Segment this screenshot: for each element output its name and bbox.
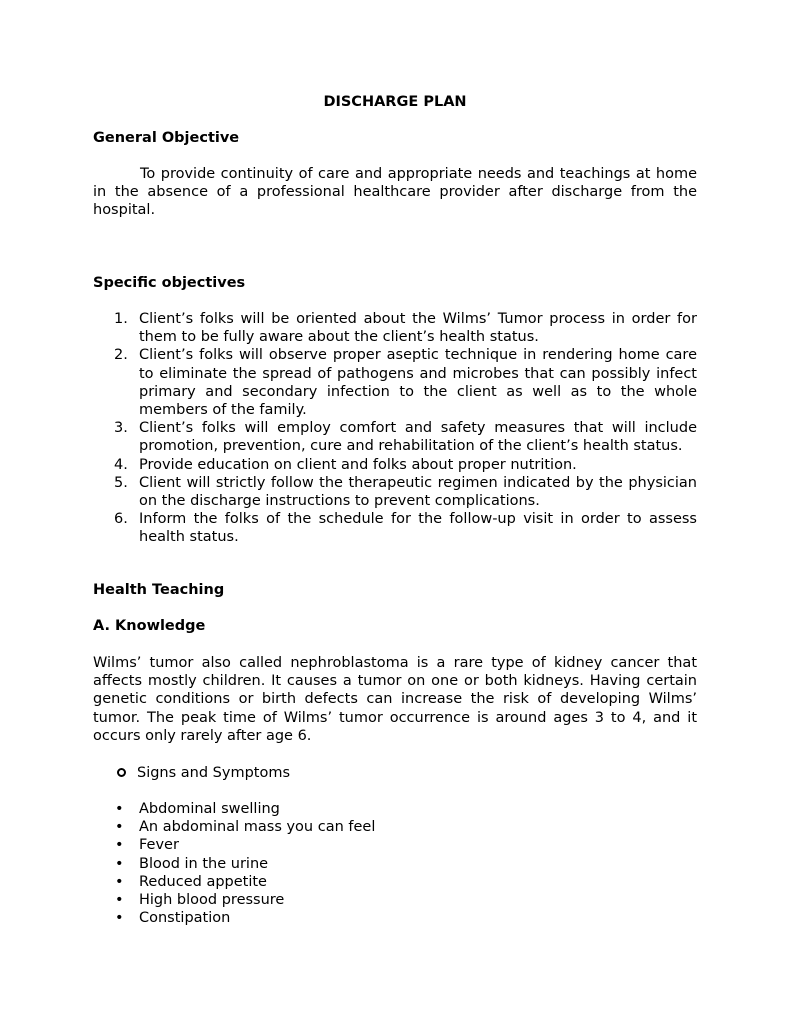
bullet-icon: • <box>115 910 124 927</box>
symptom-text: Constipation <box>139 910 231 927</box>
document-title: DISCHARGE PLAN <box>323 94 467 110</box>
list-item-text: Inform the folks of the schedule for the follow-up visit in order to assess health status. <box>139 511 697 546</box>
health-teaching-heading: Health Teaching <box>93 582 225 598</box>
list-item-text: Client will strictly follow the therapeutic regimen indicated by the physician on the discharge instructions to prevent complications. <box>139 474 697 510</box>
specific-objectives-list <box>93 310 697 547</box>
bullet-icon: • <box>115 819 124 836</box>
bullet-icon: • <box>115 837 124 854</box>
list-item <box>93 909 697 927</box>
list-item-text: Provide education on client and folks about proper nutrition. <box>139 456 577 473</box>
bullet-icon: • <box>115 855 124 872</box>
bullet-icon: • <box>115 801 124 817</box>
general-objective-heading: General Objective <box>93 130 240 146</box>
list-item <box>93 818 697 836</box>
symptom-text: Reduced appetite <box>139 873 267 890</box>
symptoms-list <box>93 800 697 927</box>
list-number: 3. <box>114 420 128 437</box>
specific-objectives-heading: Specific objectives <box>93 275 246 291</box>
hollow-circle-bullet-icon <box>117 768 126 777</box>
list-number: 6. <box>114 511 128 528</box>
symptom-text: Abdominal swelling <box>139 801 280 817</box>
symptom-text: An abdominal mass you can feel <box>139 819 376 836</box>
list-number: 4. <box>114 456 128 473</box>
list-item <box>93 510 697 546</box>
symptom-text: Blood in the urine <box>139 855 269 872</box>
list-item <box>93 310 697 346</box>
signs-and-symptoms-label: Signs and Symptoms <box>137 765 291 781</box>
symptom-text: Fever <box>139 837 179 854</box>
list-item <box>93 456 697 474</box>
list-item <box>93 836 697 854</box>
symptom-text: High blood pressure <box>139 892 285 909</box>
list-item <box>93 419 697 455</box>
signs-and-symptoms-heading <box>117 764 290 782</box>
bullet-icon: • <box>115 873 124 890</box>
knowledge-text: Wilms’ tumor also called nephroblastoma is a rare type of kidney cancer that affects mostly children. It causes a tumor on one or both kidneys. Having certain genetic conditions or birth defects can increase the risk of developing Wilms’ tumor. The peak time of Wilms’ tumor occurrence is around ages 3 to 4, and it occurs only rarely after age 6. <box>93 655 697 744</box>
knowledge-heading: A. Knowledge <box>93 618 206 634</box>
list-item <box>93 873 697 891</box>
list-item-text: Client’s folks will observe proper aseptic technique in rendering home care to eliminate the spread of pathogens and microbes that can possibly infect primary and secondary infection to the client as well as to the whole members of the family. <box>139 347 697 419</box>
bullet-icon: • <box>115 892 124 909</box>
list-item-text: Client’s folks will employ comfort and safety measures that will include promotion, prevention, cure and rehabilitation of the client’s health status. <box>139 420 697 455</box>
list-item-text: Client’s folks will be oriented about the Wilms’ Tumor process in order for them to be fully aware about the client’s health status. <box>139 311 697 346</box>
list-item <box>93 474 697 510</box>
list-item <box>93 346 697 419</box>
list-item <box>93 800 697 818</box>
list-number: 5. <box>114 474 128 491</box>
list-item <box>93 855 697 873</box>
list-number: 2. <box>114 347 128 364</box>
list-number: 1. <box>114 311 128 327</box>
list-item <box>93 891 697 909</box>
general-objective-text: To provide continuity of care and appropriate needs and teachings at home in the absence of a professional healthcare provider after discharge from the hospital. <box>93 166 697 219</box>
